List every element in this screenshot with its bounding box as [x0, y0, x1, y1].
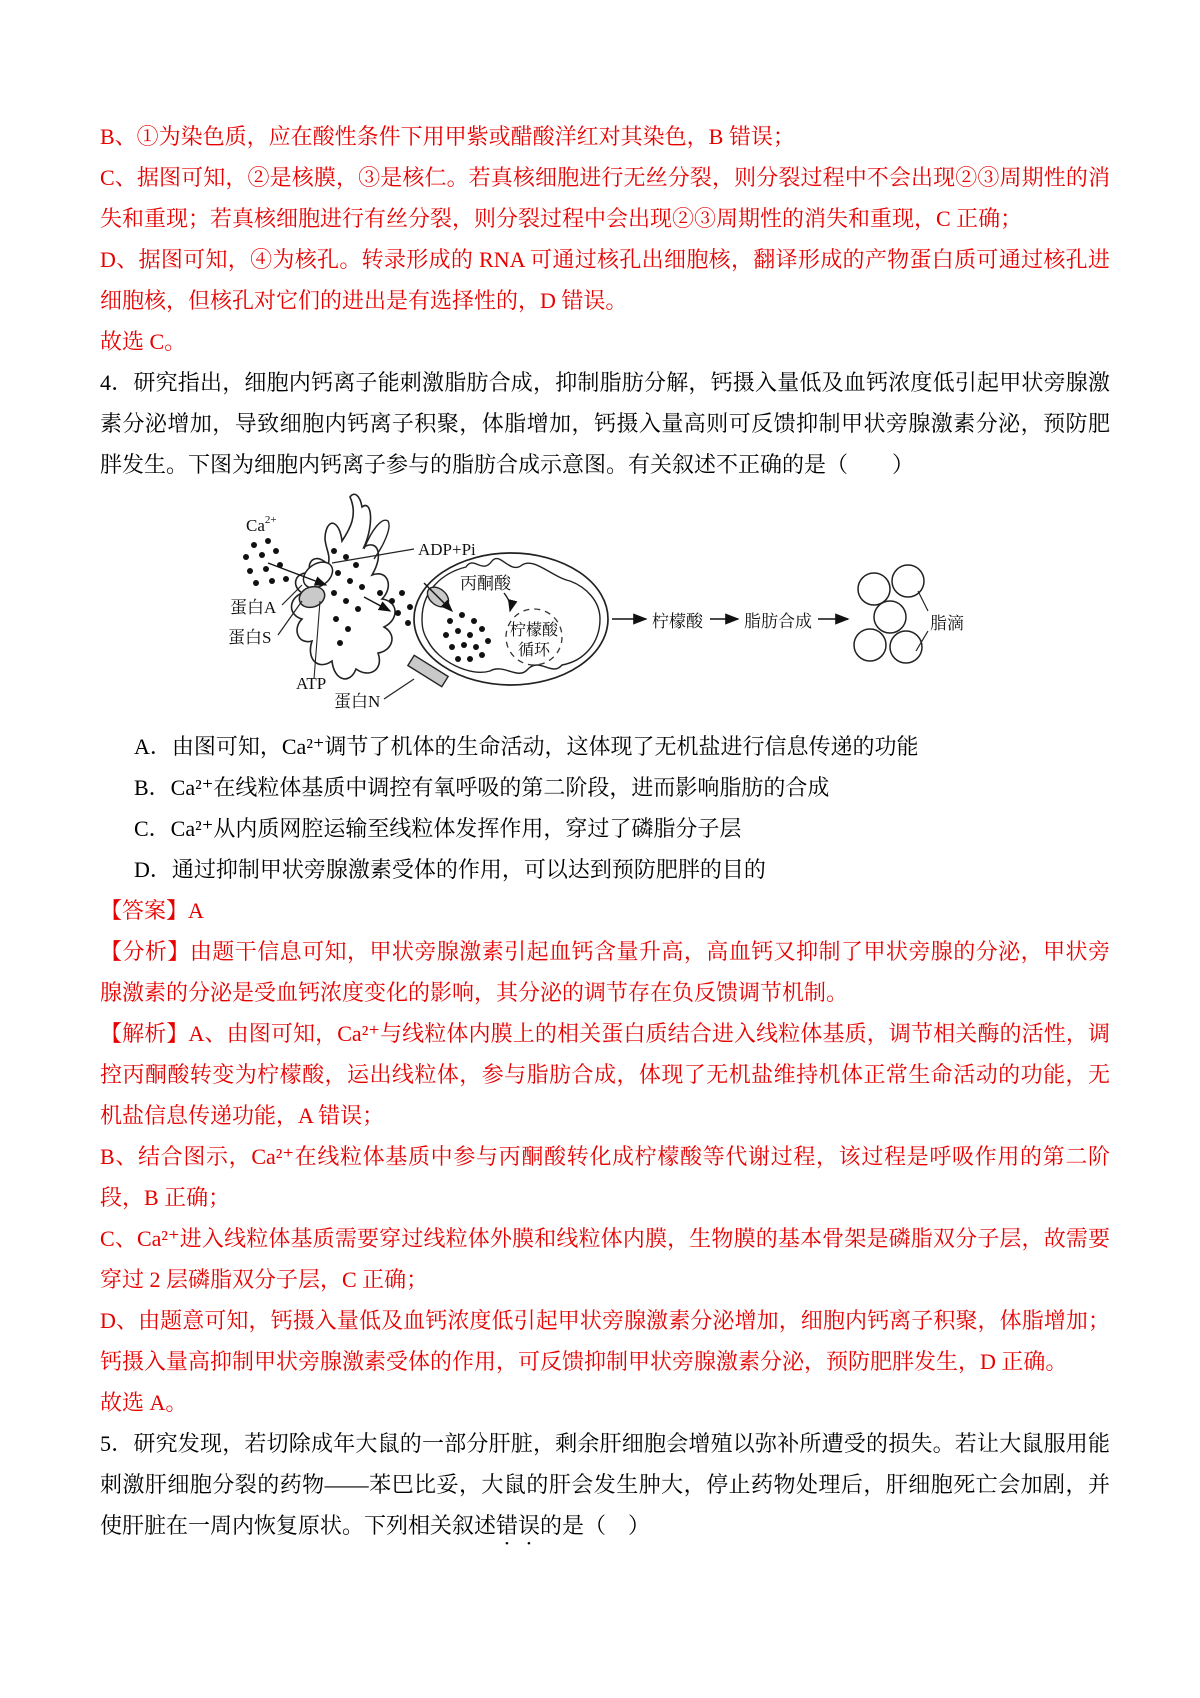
question-4-option-a: A．由图可知，Ca²⁺调节了机体的生命活动，这体现了无机盐进行信息传递的功能: [134, 734, 919, 759]
analysis-label: 【分析】: [100, 939, 190, 964]
question-4-option-d: D．通过抑制甲状旁腺激素受体的作用，可以达到预防肥胖的目的: [134, 857, 766, 882]
fat-synthesis-diagram: [222, 489, 1110, 724]
lipid-droplets: [854, 565, 924, 663]
question-5-stem-suffix: 的是（ ）: [540, 1513, 651, 1538]
atp-label: ATP: [296, 674, 327, 693]
citrate-cycle-label-line1: 柠檬酸: [510, 622, 559, 639]
answer-conclusion-a: 故选 A。: [100, 1390, 188, 1415]
question-4-stem: 4．研究指出，细胞内钙离子能刺激脂肪合成，抑制脂肪分解，钙摄入量低及血钙浓度低引起甲状旁腺激素分泌增加，导致细胞内钙离子积聚，体脂增加，钙摄入量高则可反馈抑制甲状旁腺激素分泌，预防肥胖发生。下图为细胞内钙离子参与的脂肪合成示意图。有关叙述不正确的是（ ）: [100, 370, 1110, 477]
analysis-text: 由题干信息可知，甲状旁腺激素引起血钙含量升高，高血钙又抑制了甲状旁腺的分泌，甲状旁腺激素的分泌是受血钙浓度变化的影响，其分泌的调节存在负反馈调节机制。: [100, 939, 1110, 1005]
explanation-line-d: D、据图可知，④为核孔。转录形成的 RNA 可通过核孔出细胞核，翻译形成的产物蛋白质可通过核孔进细胞核，但核孔对它们的进出是有选择性的，D 错误。: [100, 247, 1110, 313]
explanation-line-c: C、据图可知，②是核膜，③是核仁。若真核细胞进行无丝分裂，则分裂过程中不会出现②③周期性的消失和重现；若真核细胞进行有丝分裂，则分裂过程中会出现②③周期性的消失和重现，C 正确；: [100, 165, 1110, 231]
explanation-line-b: B、①为染色质，应在酸性条件下用甲紫或醋酸洋红对其染色，B 错误；: [100, 124, 795, 149]
citrate-cycle-label-line2: 循环: [518, 642, 551, 659]
pyruvate-label: 丙酮酸: [460, 574, 511, 593]
question-4: [100, 362, 1110, 1423]
explain-paragraph-c: C、Ca²⁺进入线粒体基质需要穿过线粒体外膜和线粒体内膜，生物膜的基本骨架是磷脂双分子层，故需要穿过 2 层磷脂双分子层，C 正确；: [100, 1226, 1110, 1292]
explain-label: 【解析】: [100, 1021, 189, 1046]
question-5-stem: [100, 1423, 1110, 1550]
explain-a-text: A、由图可知，Ca²⁺与线粒体内膜上的相关蛋白质结合进入线粒体基质，调节相关酶的活性，调控丙酮酸转变为柠檬酸，运出线粒体，参与脂肪合成，体现了无机盐维持机体正常生命活动的功能，无机盐信息传递功能，A 错误；: [100, 1021, 1110, 1128]
question-5-stem-prefix: 5．研究发现，若切除成年大鼠的一部分肝脏，剩余肝细胞会增殖以弥补所遭受的损失。若让大鼠服用能刺激肝细胞分裂的药物——苯巴比妥，大鼠的肝会发生肿大，停止药物处理后，肝细胞死亡会加剧，并使肝脏在一周内恢复原状。下列相关叙述: [100, 1431, 1110, 1538]
lipid-droplet-label: 脂滴: [930, 614, 964, 633]
calcium-ion-dots: [243, 538, 289, 586]
calcium-label: $Ca^{2+}$: [246, 514, 277, 535]
analysis-paragraph: [100, 931, 1110, 1013]
fat-synthesis-diagram-svg: [222, 489, 970, 711]
answer-conclusion-c: 故选 C。: [100, 329, 187, 354]
citrate-label: 柠檬酸: [652, 612, 703, 631]
question-5: [100, 1423, 1110, 1550]
answer-value: A: [188, 898, 204, 923]
protein-s-label: 蛋白S: [228, 628, 272, 647]
question-5-stem-emphasized-word: 错误: [496, 1513, 541, 1538]
droplet-leader-line-top: [918, 591, 928, 611]
previous-answer-explanation: [100, 116, 1110, 362]
explain-paragraph-a: [100, 1013, 1110, 1136]
answer-row: [100, 890, 1110, 931]
protein-a-label: 蛋白A: [230, 598, 277, 617]
explain-paragraph-b: B、结合图示，Ca²⁺在线粒体基质中参与丙酮酸转化成柠檬酸等代谢过程，该过程是呼吸作用的第二阶段，B 正确；: [100, 1144, 1110, 1210]
explain-paragraph-d: D、由题意可知，钙摄入量低及血钙浓度低引起甲状旁腺激素分泌增加，细胞内钙离子积聚，体脂增加；钙摄入量高抑制甲状旁腺激素受体的作用，可反馈抑制甲状旁腺激素分泌，预防肥胖发生，D 正确。: [100, 1308, 1110, 1374]
answer-label: 【答案】: [100, 898, 189, 923]
protein-n-leader-line: [384, 679, 414, 699]
protein-n-label: 蛋白N: [334, 692, 381, 711]
question-4-option-c: C．Ca²⁺从内质网腔运输至线粒体发挥作用，穿过了磷脂分子层: [134, 816, 742, 841]
question-4-option-b: B．Ca²⁺在线粒体基质中调控有氧呼吸的第二阶段，进而影响脂肪的合成: [134, 775, 830, 800]
adp-pi-label: ADP+Pi: [418, 540, 476, 559]
fat-synthesis-label: 脂肪合成: [744, 612, 812, 631]
